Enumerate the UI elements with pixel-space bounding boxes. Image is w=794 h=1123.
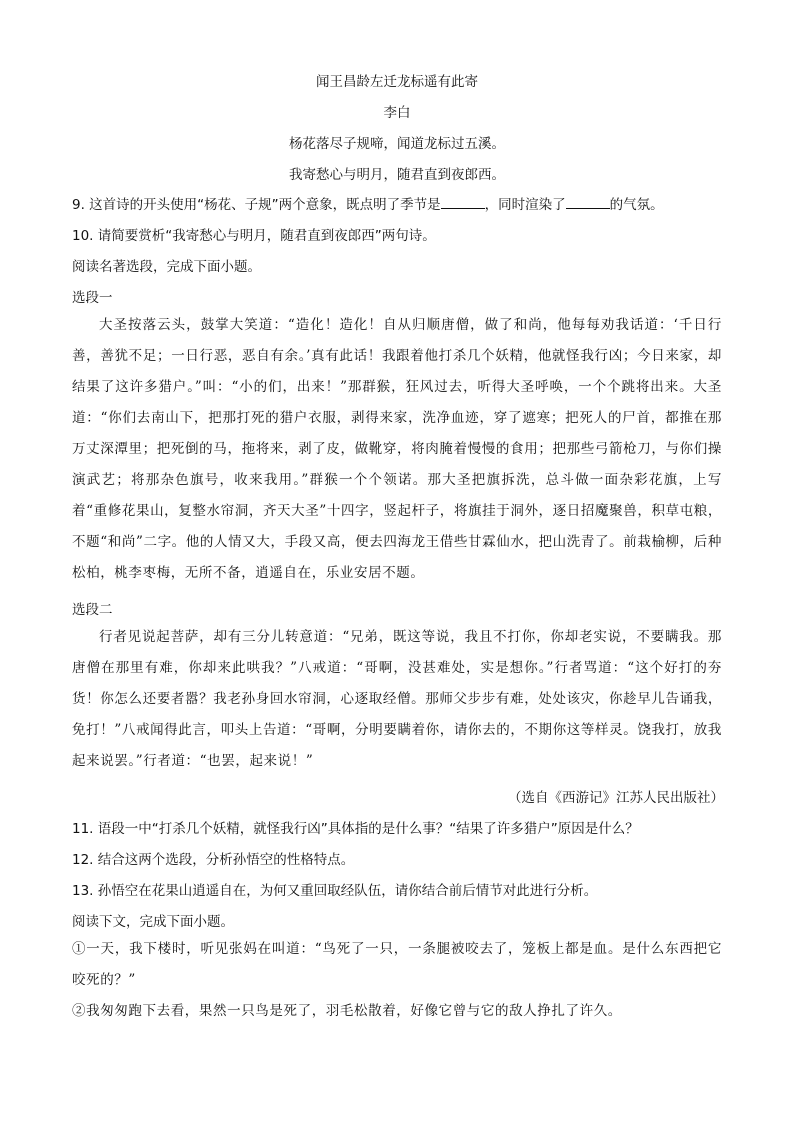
passage-2: 行者见说起菩萨，却有三分儿转意道：“兄弟，既这等说，我且不打你，你却老实说，不要瞒我。那唐僧在那里有难，你却来此哄我？”八戒道：“哥啊，没甚难处，实是想你。”行者骂道：“这个好打的夯货！你怎么还要者嚣？我老孙身回水帘洞，心逐取经僧。那师父步步有难，处处该灾，你趁早儿告诵我，免打！”八戒闻得此言，叩头上告道：“哥啊，分明要瞒着你，请你去的，不期你这等样灵。饶我打，放我起来说罢。”行者道：“也罢，起来说！” (72, 629, 722, 769)
answer-blank-1[interactable] (441, 196, 485, 209)
question-9-text-3: 的气氛。 (609, 197, 664, 213)
question-11: 11. 语段一中“打杀几个妖精，就怪我行凶”具体指的是什么事？“结果了许多猎户”原因是什么？ (72, 821, 639, 837)
reading-2-paragraph-1: ①一天，我下楼时，听见张妈在叫道：“鸟死了一只，一条腿被咬去了，笼板上都是血。是什么东西把它咬死的？” (72, 941, 722, 988)
section-label-2: 选段二 (72, 602, 113, 618)
reading-instruction-1: 阅读名著选段，完成下面小题。 (72, 259, 261, 275)
question-9-text-1: 9. 这首诗的开头使用“杨花、子规”两个意象，既点明了季节是 (72, 197, 441, 213)
question-9 (72, 193, 664, 213)
passage-source: （选自《西游记》江苏人民出版社） (508, 790, 724, 806)
poem-title: 闻王昌龄左迁龙标遥有此寄 (316, 74, 478, 90)
reading-2-paragraph-2: ②我匆匆跑下去看，果然一只鸟是死了，羽毛松散着，好像它曾与它的敌人挣扎了许久。 (72, 1003, 622, 1019)
question-13: 13. 孙悟空在花果山逍遥自在，为何又重回取经队伍，请你结合前后情节对此进行分析。 (72, 883, 598, 899)
answer-blank-2[interactable] (566, 196, 610, 209)
poem-author: 李白 (383, 105, 411, 121)
question-12: 12. 结合这两个选段，分析孙悟空的性格特点。 (72, 852, 355, 868)
section-label-1: 选段一 (72, 290, 113, 306)
question-9-text-2: ，同时渲染了 (484, 197, 566, 213)
reading-instruction-2: 阅读下文，完成下面小题。 (72, 914, 234, 930)
passage-1: 大圣按落云头，鼓掌大笑道：“造化！造化！自从归顺唐僧，做了和尚，他每每劝我话道：‘千日行善，善犹不足；一日行恶，恶自有余。’真有此话！我跟着他打杀几个妖精，他就怪我行凶；今日来家，却结果了这许多猎户。”叫：“小的们，出来！”那群猴，狂风过去，听得大圣呼唤，一个个跳将出来。大圣道：“你们去南山下，把那打死的猎户衣服，剥得来家，洗净血迹，穿了遮寒；把死人的尸首，都推在那万丈深潭里；把死倒的马，拖将来，剥了皮，做靴穿，将肉腌着慢慢的食用；把那些弓箭枪刀，与你们操演武艺；将那杂色旗号，收来我用。”群猴一个个领诺。那大圣把旗拆洗，总斗做一面杂彩花旗，上写着“重修花果山，复整水帘洞，齐天大圣”十四字，竖起杆子，将旗挂于洞外，逐日招魔聚兽，积草屯粮，不题“和尚”二字。他的人情又大，手段又高，便去四海龙王借些甘霖仙水，把山洗青了。前栽榆柳，后种松柏，桃李枣梅，无所不备，逍遥自在，乐业安居不题。 (72, 317, 722, 581)
poem-line-2: 我寄愁心与明月，随君直到夜郎西。 (289, 167, 505, 183)
poem-line-1: 杨花落尽子规啼，闻道龙标过五溪。 (289, 136, 505, 152)
question-10: 10. 请简要赏析“我寄愁心与明月，随君直到夜郎西”两句诗。 (72, 228, 436, 244)
